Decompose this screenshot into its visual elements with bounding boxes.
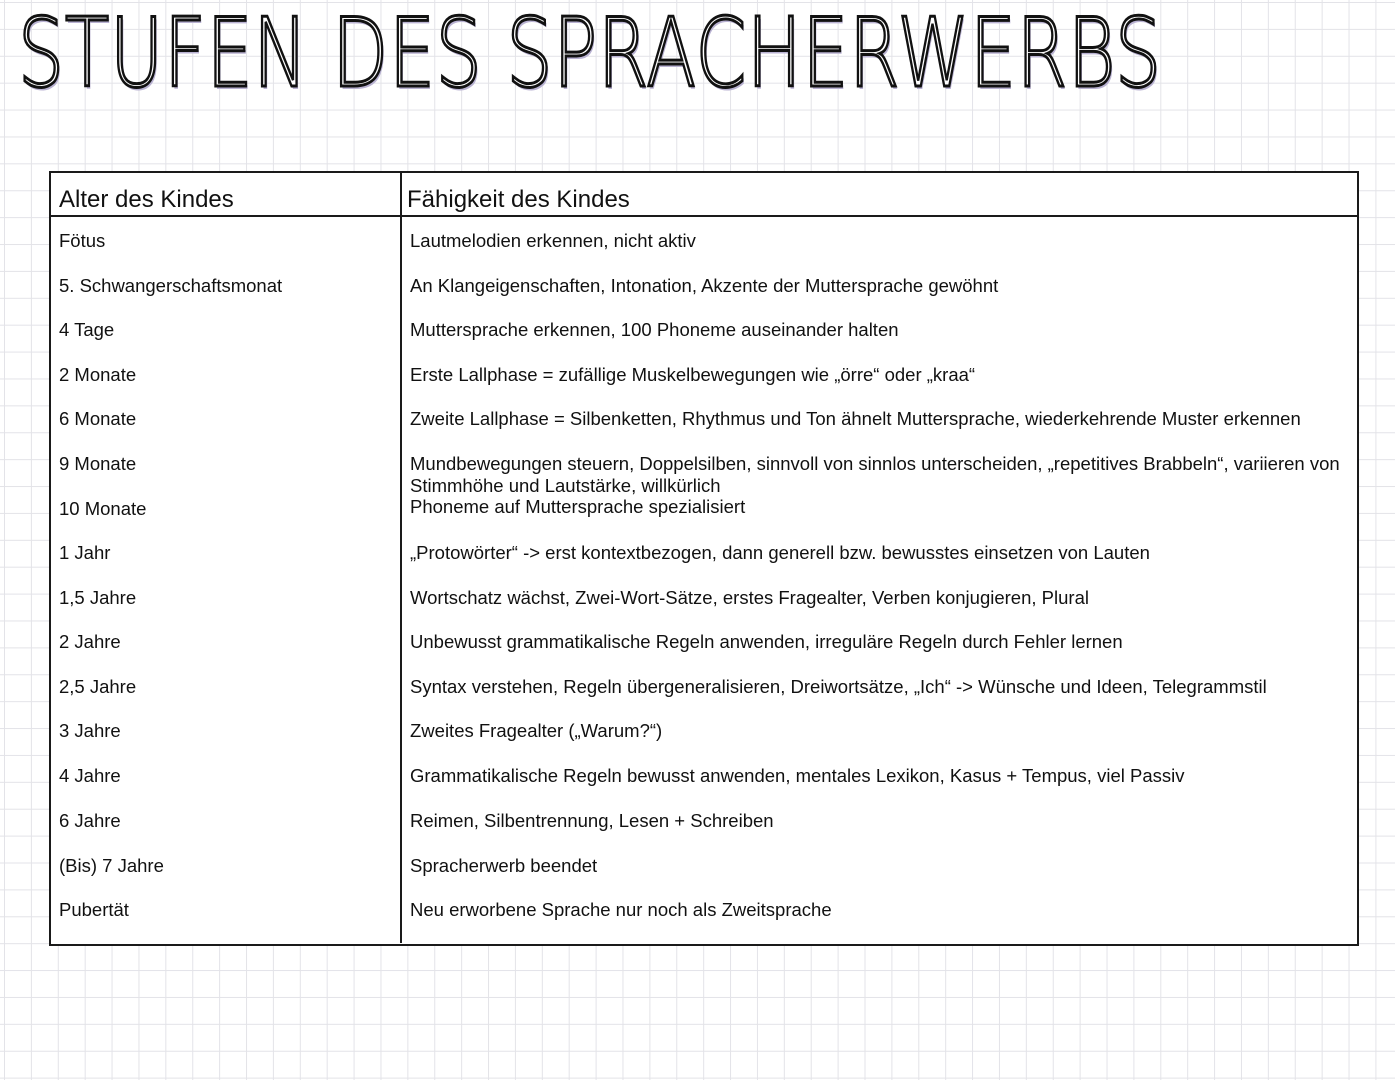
age-cell: 2 Monate bbox=[59, 364, 137, 385]
age-cell: 1 Jahr bbox=[59, 542, 111, 563]
skill-cell: Spracherwerb beendet bbox=[410, 855, 598, 876]
age-cell: 5. Schwangerschaftsmonat bbox=[59, 275, 283, 296]
skill-cell: Lautmelodien erkennen, nicht aktiv bbox=[410, 230, 696, 251]
skill-cell: Wortschatz wächst, Zwei-Wort-Sätze, erstes Fragealter, Verben konjugieren, Plural bbox=[410, 587, 1089, 608]
skill-cell: Phoneme auf Muttersprache spezialisiert bbox=[410, 496, 746, 517]
column-divider bbox=[400, 173, 402, 943]
skill-cell: Neu erworbene Sprache nur noch als Zweitsprache bbox=[410, 899, 832, 920]
skill-cell: Mundbewegungen steuern, Doppelsilben, sinnvoll von sinnlos unterscheiden, „repetitives Brabbeln“, variieren von Stimmhöhe und Lautstärke, willkürlich bbox=[410, 453, 1340, 496]
language-acquisition-table bbox=[49, 171, 1359, 946]
age-cell: 2,5 Jahre bbox=[59, 676, 137, 697]
header-skill: Fähigkeit des Kindes bbox=[407, 186, 630, 213]
skill-cell: Grammatikalische Regeln bewusst anwenden, mentales Lexikon, Kasus + Tempus, viel Passiv bbox=[410, 765, 1185, 786]
age-cell: 6 Monate bbox=[59, 408, 137, 429]
age-cell: 4 Jahre bbox=[59, 765, 121, 786]
age-cell: (Bis) 7 Jahre bbox=[59, 855, 164, 876]
age-cell: 2 Jahre bbox=[59, 631, 121, 652]
age-cell: 1,5 Jahre bbox=[59, 587, 137, 608]
skill-cell: Zweite Lallphase = Silbenketten, Rhythmus und Ton ähnelt Muttersprache, wiederkehrende Muster erkennen bbox=[410, 408, 1301, 429]
header-age: Alter des Kindes bbox=[59, 186, 234, 213]
skill-cell: Syntax verstehen, Regeln übergeneralisieren, Dreiwortsätze, „Ich“ -> Wünsche und Ideen, Telegrammstil bbox=[410, 676, 1267, 697]
age-cell: Pubertät bbox=[59, 899, 129, 920]
skill-cell: Unbewusst grammatikalische Regeln anwenden, irreguläre Regeln durch Fehler lernen bbox=[410, 631, 1123, 652]
age-cell: 3 Jahre bbox=[59, 720, 121, 741]
skill-cell: Reimen, Silbentrennung, Lesen + Schreiben bbox=[410, 810, 774, 831]
age-cell: 4 Tage bbox=[59, 319, 115, 340]
skill-cell: Erste Lallphase = zufällige Muskelbewegungen wie „örre“ oder „kraa“ bbox=[410, 364, 976, 385]
skill-cell: An Klangeigenschaften, Intonation, Akzente der Muttersprache gewöhnt bbox=[410, 275, 999, 296]
page-title: STUFEN DES SPRACHERWERBS bbox=[18, 0, 1162, 109]
skill-cell: Muttersprache erkennen, 100 Phoneme auseinander halten bbox=[410, 319, 899, 340]
age-cell: Fötus bbox=[59, 230, 106, 251]
age-cell: 10 Monate bbox=[59, 498, 147, 519]
header-divider bbox=[51, 215, 1357, 217]
skill-cell: „Protowörter“ -> erst kontextbezogen, dann generell bzw. bewusstes einsetzen von Lauten bbox=[410, 542, 1150, 563]
skill-cell: Zweites Fragealter („Warum?“) bbox=[410, 720, 663, 741]
age-cell: 9 Monate bbox=[59, 453, 137, 474]
age-cell: 6 Jahre bbox=[59, 810, 121, 831]
